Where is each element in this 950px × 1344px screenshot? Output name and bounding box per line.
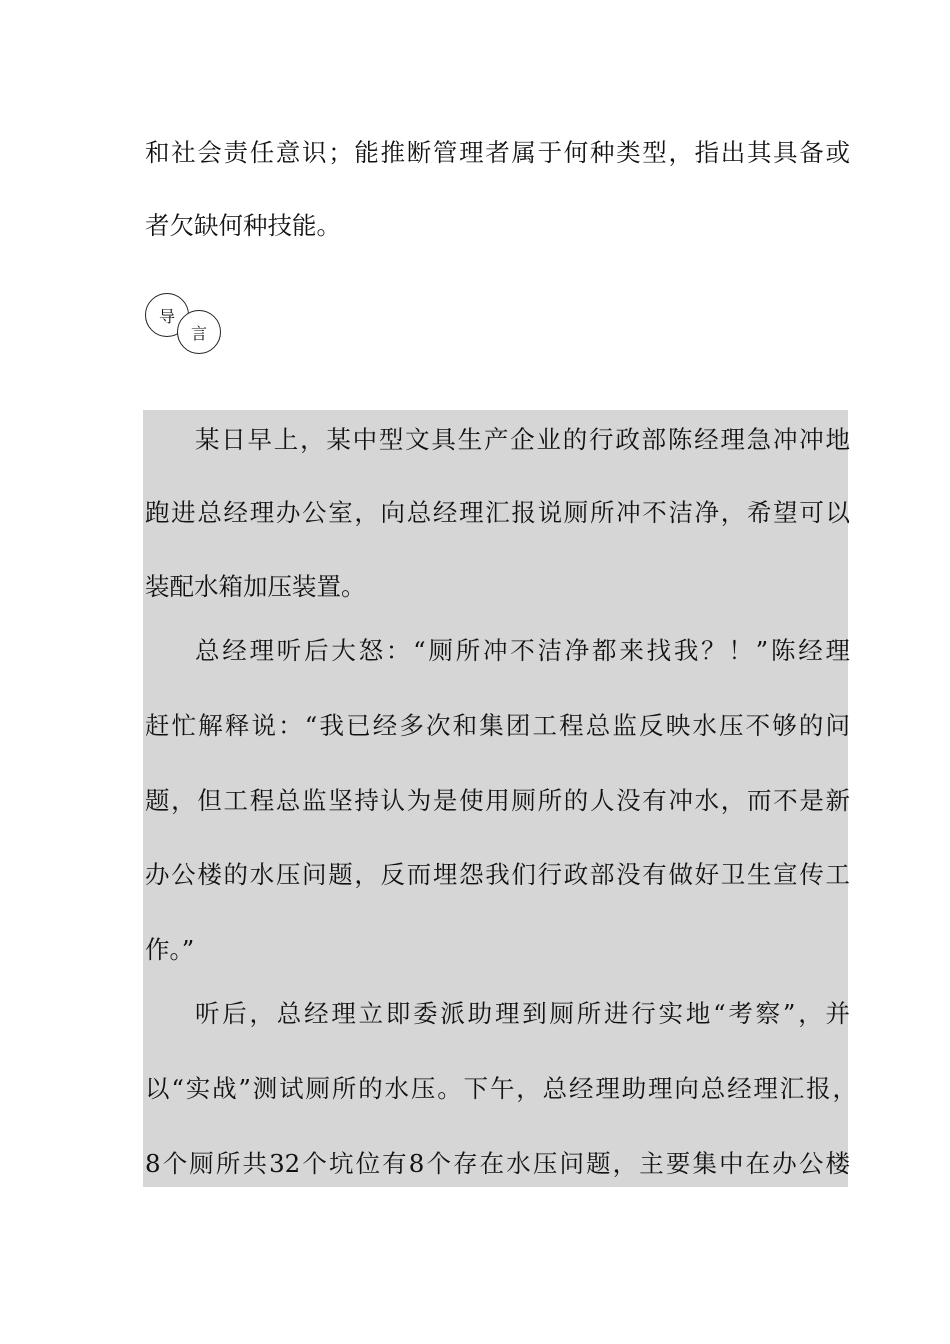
case-line-5: 赶忙解释说：“我已经多次和集团工程总监反映水压不够的问 <box>145 711 850 740</box>
case-line-4: 总经理听后大怒：“厕所冲不洁净都来找我？！”陈经理 <box>195 636 850 665</box>
case-line-10: 以“实战”测试厕所的水压。下午，总经理助理向总经理汇报， <box>145 1074 857 1103</box>
badge-char-dao: 导 <box>145 293 189 337</box>
intro-line-2: 者欠缺何种技能。 <box>145 211 341 240</box>
case-line-9: 听后，总经理立即委派助理到厕所进行实地“考察”，并 <box>195 999 850 1028</box>
case-line-3: 装配水箱加压装置。 <box>145 572 366 601</box>
case-line-7: 办公楼的水压问题，反而埋怨我们行政部没有做好卫生宣传工 <box>145 860 850 889</box>
intro-line-1: 和社会责任意识；能推断管理者属于何种类型，指出其具备或 <box>145 138 850 167</box>
case-line-8: 作。” <box>145 935 195 964</box>
case-line-2: 跑进总经理办公室，向总经理汇报说厕所冲不洁净，希望可以 <box>145 498 850 527</box>
case-line-6: 题，但工程总监坚持认为是使用厕所的人没有冲水，而不是新 <box>145 786 850 815</box>
case-line-11: 8个厕所共32个坑位有8个存在水压问题，主要集中在办公楼 <box>145 1149 850 1178</box>
case-line-1: 某日早上，某中型文具生产企业的行政部陈经理急冲冲地 <box>195 425 850 454</box>
badge-char-yan: 言 <box>177 310 221 354</box>
